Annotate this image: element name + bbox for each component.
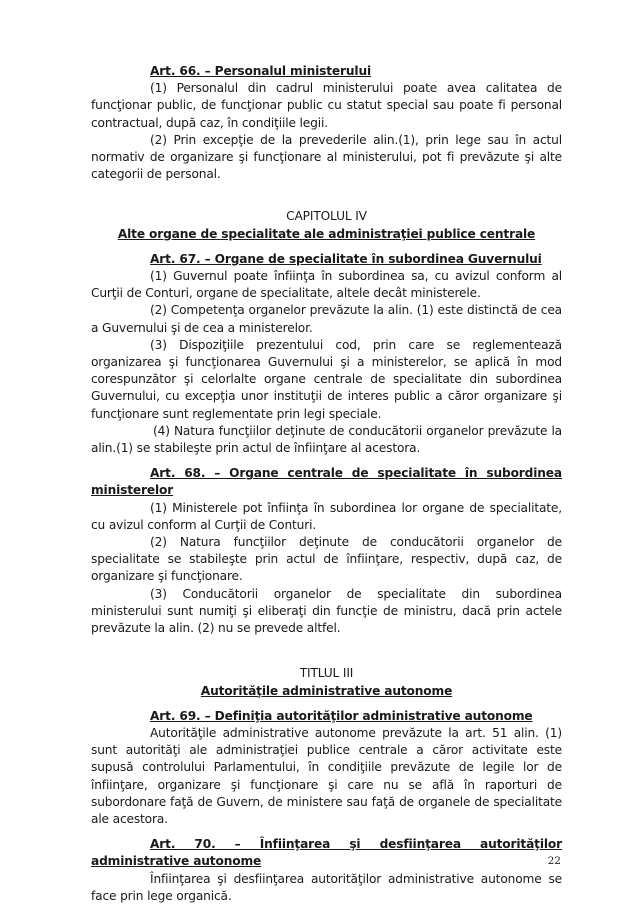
- art-66-heading: [91, 63, 562, 80]
- art-67-heading: [91, 251, 562, 268]
- spacer: [91, 637, 562, 665]
- title-label: TITLUL III: [299, 666, 354, 681]
- art-66-paragraph-1: (1) Personalul din cadrul ministerului poate avea calitatea de funcţionar public, de funcţionar public cu statut special sau poate fi personal contractual, după caz, în condiţiile legii.: [91, 81, 562, 130]
- art-68-heading: [91, 465, 562, 499]
- art-69-paragraph-1: Autorităţile administrative autonome prevăzute la art. 51 alin. (1) sunt autorităţi ale administraţiei publice centrale a căror activitate este supusă controlului Parlamentului, în condiţiile prevăzute de legile lor de înfiinţare, organizare şi funcţionare şi care nu se află în raporturi de subordonare faţă de Guvern, de ministere sau faţă de organele de specialitate ale acestora.: [91, 725, 562, 826]
- spacer: [91, 828, 562, 836]
- spacer: [91, 700, 562, 708]
- art-68-paragraph-2: (2) Natura funcţiilor deţinute de conducătorii organelor de specialitate se stabileşte prin actul de înfiinţare, respectiv, după caz, de organizare şi funcţionare.: [91, 535, 562, 584]
- art-67-paragraph-4: (4) Natura funcţiilor deţinute de conducătorii organelor prevăzute la alin.(1) se stabileşte prin actul de înfiinţare al acestora.: [91, 423, 562, 456]
- art-69-title: Art. 69. – Definiţia autorităţilor administrative autonome: [150, 708, 533, 723]
- art-70-heading: [91, 836, 562, 870]
- art-67-paragraph-2: (2) Competenţa organelor prevăzute la alin. (1) este distinctă de cea a Guvernului şi de cea a ministerelor.: [91, 303, 562, 335]
- spacer: [91, 243, 562, 251]
- art-68-paragraph-3: (3) Conducătorii organelor de specialitate din subordinea ministerului sunt numiţi şi eliberaţi din funcţie de ministru, dacă prin actele prevăzute la alin. (2) nu se prevede altfel.: [91, 586, 562, 636]
- art-67-title: Art. 67. – Organe de specialitate în subordinea Guvernului: [150, 251, 542, 266]
- art-70-paragraph-1: Înfiinţarea şi desfiinţarea autorităţilor administrative autonome se face prin lege organică.: [91, 871, 562, 903]
- art-68-paragraph-1: (1) Ministerele pot înfiinţa în subordinea lor organe de specialitate, cu avizul conform al Curţii de Conturi.: [91, 500, 562, 532]
- art-66-title: Art. 66. – Personalul ministerului: [150, 64, 372, 78]
- document-page: [91, 63, 562, 905]
- title-heading: [91, 683, 562, 700]
- title-heading-text: Autorităţile administrative autonome: [200, 683, 453, 698]
- art-70-title: Art. 70. – Înfiinţarea şi desfiinţarea autorităţilor administrative autonome: [91, 837, 562, 869]
- art-69-heading: [91, 708, 562, 725]
- art-66-paragraph-2: (2) Prin excepţie de la prevederile alin.(1), prin lege sau în actul normativ de organizare şi funcţionare al ministerului, pot fi prevăzute şi alte categorii de personal.: [91, 132, 562, 182]
- art-68-title: Art. 68. – Organe centrale de specialitate în subordinea ministerelor: [91, 466, 562, 498]
- spacer: [91, 183, 562, 208]
- chapter-title-text: Alte organe de specialitate ale administraţiei publice centrale: [117, 226, 536, 241]
- chapter-title: [91, 226, 562, 243]
- spacer: [91, 457, 562, 465]
- art-67-paragraph-3: (3) Dispoziţiile prezentului cod, prin care se reglementează organizarea şi funcţionarea Guvernului şi a ministerelor, se aplică în mod corespunzător şi celorlalte organe centrale de specialitate din subordinea Guvernului, cu excepţia unor instituţii de interes public a căror organizare şi funcţionare sunt reglementate prin legi speciale.: [91, 337, 562, 421]
- art-67-paragraph-1: (1) Guvernul poate înfiinţa în subordinea sa, cu avizul conform al Curţii de Conturi, organe de specialitate, altele decât ministerele.: [91, 269, 562, 301]
- chapter-label: CAPITOLUL IV: [286, 209, 367, 224]
- page-number: 22: [547, 855, 561, 867]
